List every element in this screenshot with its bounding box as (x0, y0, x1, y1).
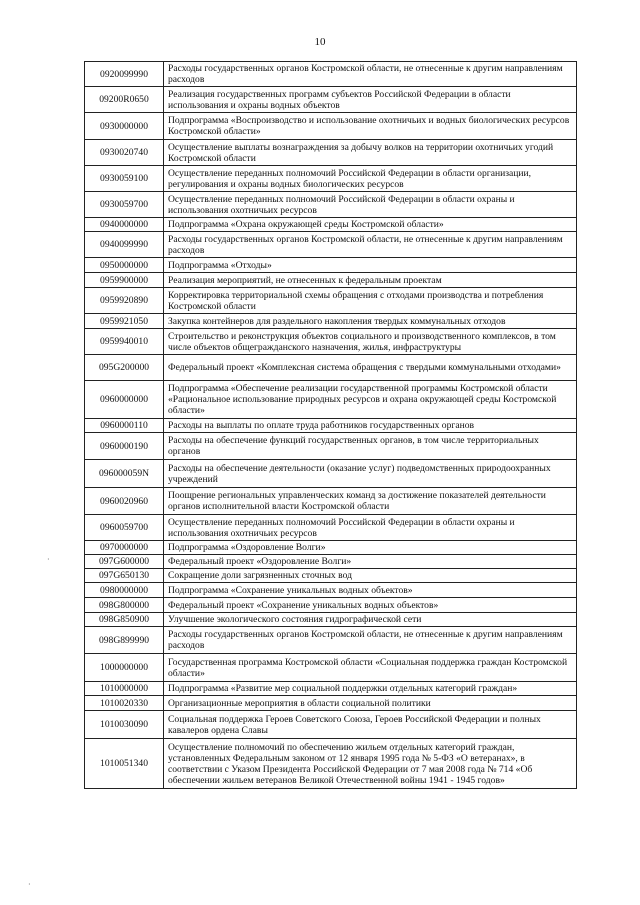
row-code: 098G850900 (85, 613, 164, 627)
row-description: Подпрограмма «Отходы» (164, 258, 577, 273)
row-description: Подпрограмма «Сохранение уникальных водных объектов» (164, 583, 577, 598)
row-description: Расходы на обеспечение деятельности (оказание услуг) подведомственных природоохранных учреждений (164, 460, 577, 488)
table-row (85, 541, 577, 555)
table-row (85, 258, 577, 273)
row-code: 0959921050 (85, 314, 164, 329)
table-row (85, 419, 577, 433)
row-code: 098G800000 (85, 598, 164, 613)
table-row (85, 381, 577, 419)
row-description: Осуществление переданных полномочий Российской Федерации в области охраны и использования охотничьих ресурсов (164, 515, 577, 541)
row-description: Расходы государственных органов Костромской области, не отнесенные к другим направлениям расходов (164, 62, 577, 87)
table-row (85, 613, 577, 627)
table-row (85, 288, 577, 314)
row-description: Осуществление полномочий по обеспечению жильем отдельных категорий граждан, установленных Федеральным законом от 12 января 1995 года № 5-ФЗ «О ветеранах», в соответствии с Указом Президента Российской Федерации от 7 мая 2008 года № 714 «Об обеспечении жильем ветеранов Великой Отечественной войны 1941 - 1945 годов» (164, 739, 577, 789)
table-row (85, 682, 577, 696)
row-description: Расходы на обеспечение функций государственных органов, в том числе территориальных органов (164, 433, 577, 460)
row-code: 1000000000 (85, 654, 164, 682)
row-code: 0960000110 (85, 419, 164, 433)
table-row (85, 273, 577, 288)
row-code: 0960000000 (85, 381, 164, 419)
row-code: 098G899990 (85, 627, 164, 654)
table-row (85, 739, 577, 789)
row-description: Организационные мероприятия в области социальной политики (164, 696, 577, 711)
row-code: 0930059100 (85, 166, 164, 192)
row-description: Расходы на выплаты по оплате труда работников государственных органов (164, 419, 577, 433)
table-row (85, 433, 577, 460)
table-row (85, 515, 577, 541)
row-code: 0970000000 (85, 541, 164, 555)
row-code: 0980000000 (85, 583, 164, 598)
row-code: 0930059700 (85, 192, 164, 218)
row-code: 0960000190 (85, 433, 164, 460)
table-row (85, 218, 577, 232)
table-row (85, 62, 577, 87)
row-code: 09200R0650 (85, 87, 164, 113)
row-code: 0960020960 (85, 488, 164, 515)
row-code: 0930000000 (85, 113, 164, 140)
table-row (85, 488, 577, 515)
row-code: 0950000000 (85, 258, 164, 273)
row-code: 0940000000 (85, 218, 164, 232)
row-description: Реализация государственных программ субъектов Российской Федерации в области использования и охраны водных объектов (164, 87, 577, 113)
table-row (85, 314, 577, 329)
row-description: Подпрограмма «Воспроизводство и использование охотничьих и водных биологических ресурсов Костромской области» (164, 113, 577, 140)
row-code: 096000059N (85, 460, 164, 488)
row-description: Федеральный проект «Оздоровление Волги» (164, 555, 577, 569)
table-row (85, 696, 577, 711)
row-code: 0959920890 (85, 288, 164, 314)
table-row (85, 113, 577, 140)
table-row (85, 166, 577, 192)
row-code: 1010020330 (85, 696, 164, 711)
page-number: 10 (314, 36, 326, 48)
row-description: Улучшение экологического состояния гидрографической сети (164, 613, 577, 627)
row-code: 0960059700 (85, 515, 164, 541)
table-row (85, 569, 577, 583)
row-description: Осуществление выплаты вознаграждения за добычу волков на территории охотничьих угодий Костромской области (164, 140, 577, 166)
table-row (85, 598, 577, 613)
row-description: Подпрограмма «Развитие мер социальной поддержки отдельных категорий граждан» (164, 682, 577, 696)
row-code: 1010000000 (85, 682, 164, 696)
scan-speck: · (47, 555, 50, 564)
row-description: Подпрограмма «Обеспечение реализации государственной программы Костромской области «Рациональное использование природных ресурсов и охрана окружающей среды Костромской области» (164, 381, 577, 419)
row-description: Федеральный проект «Комплексная система обращения с твердыми коммунальными отходами» (164, 355, 577, 381)
table-row (85, 140, 577, 166)
row-description: Расходы государственных органов Костромской области, не отнесенные к другим направлениям расходов (164, 232, 577, 258)
row-code: 0920099990 (85, 62, 164, 87)
row-code: 0959940010 (85, 329, 164, 355)
table-row (85, 87, 577, 113)
scan-speck: · (28, 880, 31, 889)
row-description: Подпрограмма «Оздоровление Волги» (164, 541, 577, 555)
row-description: Строительство и реконструкция объектов социального и производственного комплексов, в том числе объектов общегражданского назначения, жилья, инфраструктуры (164, 329, 577, 355)
budget-codes-table (84, 61, 577, 789)
table-row (85, 232, 577, 258)
row-code: 097G650130 (85, 569, 164, 583)
row-description: Государственная программа Костромской области «Социальная поддержка граждан Костромской области» (164, 654, 577, 682)
row-code: 0940099990 (85, 232, 164, 258)
table-row (85, 192, 577, 218)
row-description: Подпрограмма «Охрана окружающей среды Костромской области» (164, 218, 577, 232)
row-description: Сокращение доли загрязненных сточных вод (164, 569, 577, 583)
table-row (85, 583, 577, 598)
row-description: Федеральный проект «Сохранение уникальных водных объектов» (164, 598, 577, 613)
row-code: 0930020740 (85, 140, 164, 166)
table-row (85, 355, 577, 381)
row-description: Реализация мероприятий, не отнесенных к федеральным проектам (164, 273, 577, 288)
row-description: Поощрение региональных управленческих команд за достижение показателей деятельности органов исполнительной власти Костромской области (164, 488, 577, 515)
row-code: 095G200000 (85, 355, 164, 381)
table-row (85, 329, 577, 355)
table-row (85, 654, 577, 682)
row-description: Осуществление переданных полномочий Российской Федерации в области охраны и использования охотничьих ресурсов (164, 192, 577, 218)
row-code: 097G600000 (85, 555, 164, 569)
table-row (85, 460, 577, 488)
row-description: Расходы государственных органов Костромской области, не отнесенные к другим направлениям расходов (164, 627, 577, 654)
row-description: Корректировка территориальной схемы обращения с отходами производства и потребления Костромской области (164, 288, 577, 314)
row-code: 1010051340 (85, 739, 164, 789)
table-row (85, 711, 577, 739)
row-description: Закупка контейнеров для раздельного накопления твердых коммунальных отходов (164, 314, 577, 329)
row-code: 1010030090 (85, 711, 164, 739)
row-code: 0959900000 (85, 273, 164, 288)
table-row (85, 627, 577, 654)
row-description: Социальная поддержка Героев Советского Союза, Героев Российской Федерации и полных кавалеров ордена Славы (164, 711, 577, 739)
row-description: Осуществление переданных полномочий Российской Федерации в области организации, регулирования и охраны водных биологических ресурсов (164, 166, 577, 192)
table-row (85, 555, 577, 569)
table-body (85, 62, 577, 789)
